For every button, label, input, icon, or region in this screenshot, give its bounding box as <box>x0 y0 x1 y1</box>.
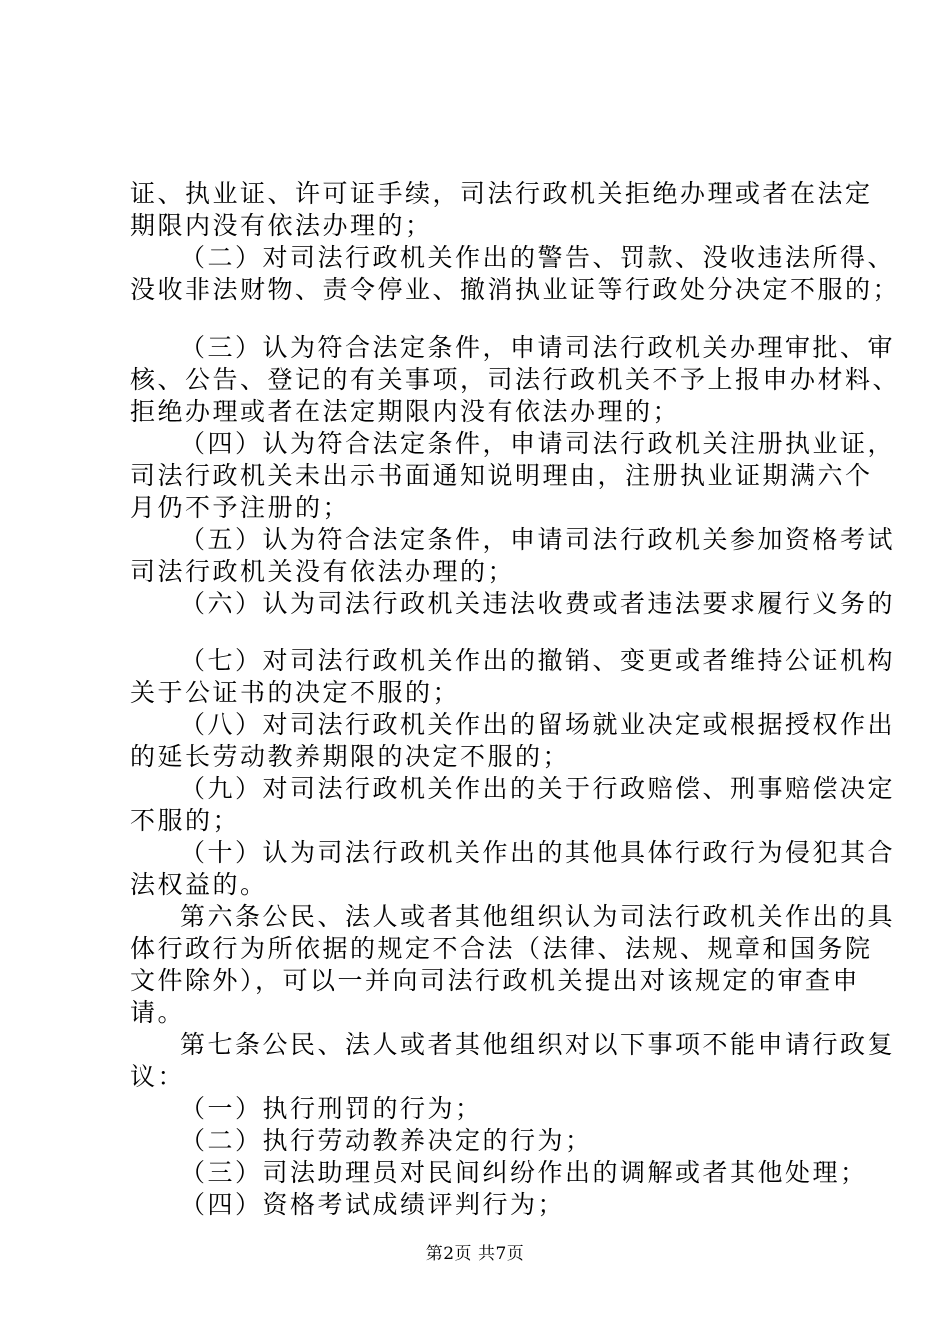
text-line: （四）认为符合法定条件，申请司法行政机关注册执业证， <box>180 429 896 458</box>
text-line: 月仍不予注册的； <box>130 493 351 522</box>
text-line: 司法行政机关没有依法办理的； <box>130 557 516 586</box>
text-line: 司法行政机关未出示书面通知说明理由，注册执业证期满六个 <box>130 461 873 490</box>
text-line: 第六条公民、法人或者其他组织认为司法行政机关作出的具 <box>180 902 896 931</box>
text-line: 核、公告、登记的有关事项，司法行政机关不予上报申办材料、 <box>130 365 901 394</box>
text-line: （六）认为司法行政机关违法收费或者违法要求履行义务的 <box>180 589 896 618</box>
text-line: （四）资格考试成绩评判行为； <box>180 1190 566 1219</box>
text-line: （二）执行劳动教养决定的行为； <box>180 1126 593 1155</box>
text-line: 体行政行为所依据的规定不合法（法律、法规、规章和国务院 <box>130 934 873 963</box>
text-line: 第七条公民、法人或者其他组织对以下事项不能申请行政复 <box>180 1030 896 1059</box>
text-line: 议： <box>130 1062 186 1091</box>
text-line: （三）认为符合法定条件，申请司法行政机关办理审批、审 <box>180 333 896 362</box>
text-line: 请。 <box>130 998 186 1027</box>
text-line: （一）执行刑罚的行为； <box>180 1094 483 1123</box>
text-line: 的延长劳动教养期限的决定不服的； <box>130 742 571 771</box>
text-line: 没收非法财物、责令停业、撤消执业证等行政处分决定不服的； <box>130 275 901 304</box>
text-line: 文件除外），可以一并向司法行政机关提出对该规定的审查申 <box>130 966 861 995</box>
text-line: （三）司法助理员对民间纠纷作出的调解或者其他处理； <box>180 1158 868 1187</box>
text-line: 不服的； <box>130 806 241 835</box>
text-line: （二）对司法行政机关作出的警告、罚款、没收违法所得、 <box>180 243 896 272</box>
text-line: （九）对司法行政机关作出的关于行政赔偿、刑事赔偿决定 <box>180 774 896 803</box>
text-line: （八）对司法行政机关作出的留场就业决定或根据授权作出 <box>180 710 896 739</box>
text-line: （五）认为符合法定条件，申请司法行政机关参加资格考试 <box>180 525 896 554</box>
text-line: 拒绝办理或者在法定期限内没有依法办理的； <box>130 397 681 426</box>
text-line: 法权益的。 <box>130 870 268 899</box>
text-line: 关于公证书的决定不服的； <box>130 678 461 707</box>
page-number-footer: 第2页 共7页 <box>425 1244 525 1264</box>
text-line: （七）对司法行政机关作出的撤销、变更或者维持公证机构 <box>180 646 896 675</box>
text-line: 证、执业证、许可证手续，司法行政机关拒绝办理或者在法定 <box>130 179 873 208</box>
text-line: 期限内没有依法办理的； <box>130 211 433 240</box>
text-line: （十）认为司法行政机关作出的其他具体行政行为侵犯其合 <box>180 838 896 867</box>
